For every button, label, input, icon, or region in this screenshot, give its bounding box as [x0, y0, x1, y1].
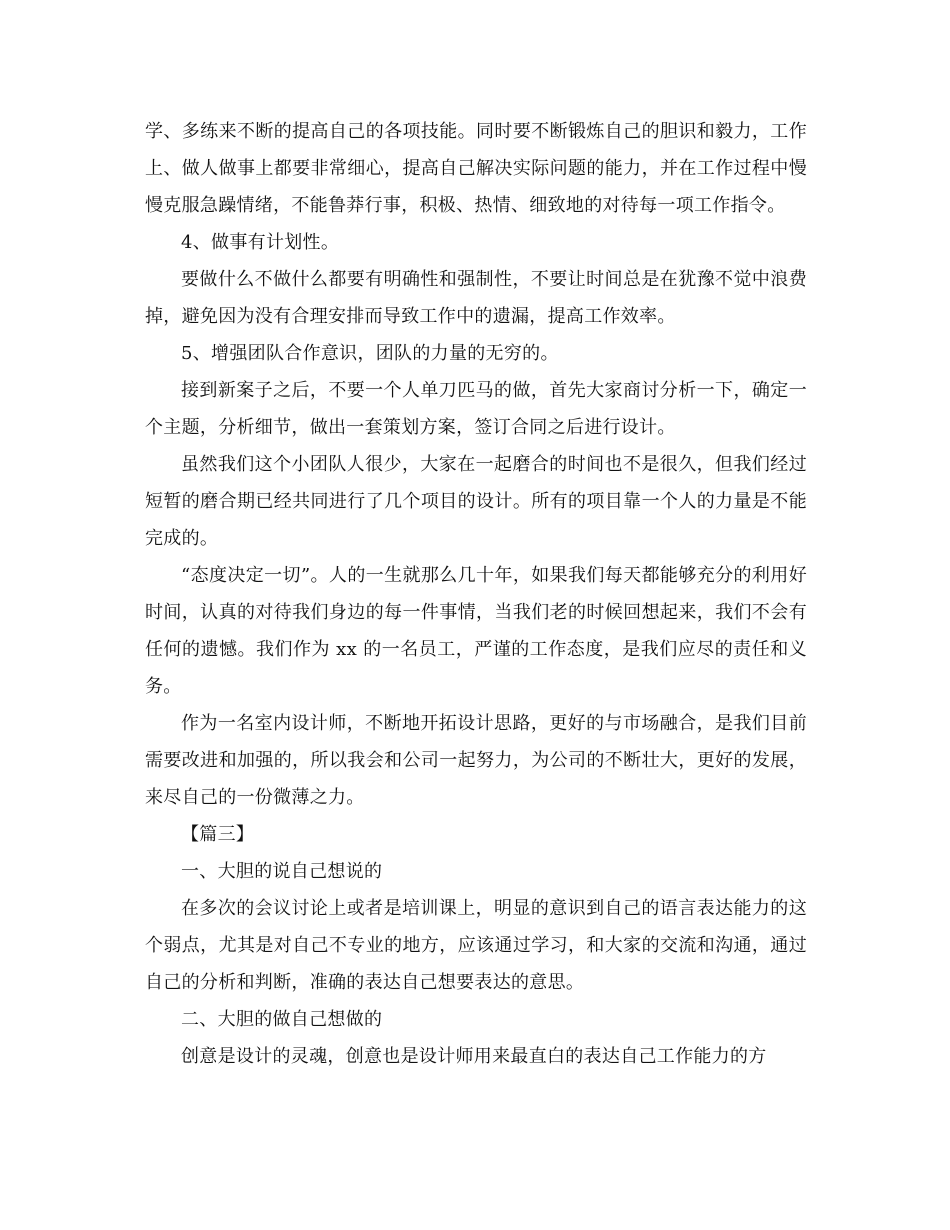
paragraph: 接到新案子之后，不要一个人单刀匹马的做，首先大家商讨分析一下，确定一个主题，分析细节，做出一套策划方案，签订合同之后进行设计。	[145, 380, 807, 438]
paragraph: “态度决定一切”。人的一生就那么几十年，如果我们每天都能够充分的利用好时间，认真的对待我们身边的每一件事情，当我们老的时候回想起来，我们不会有任何的遗憾。我们作为 xx 的一名员工，严谨的工作态度，是我们应尽的责任和义务。	[145, 565, 807, 697]
paragraph-heading-4: 4、做事有计划性。	[181, 232, 340, 253]
paragraph-continuation: 学、多练来不断的提高自己的各项技能。同时要不断锻炼自己的胆识和毅力，工作上、做人做事上都要非常细心，提高自己解决实际问题的能力，并在工作过程中慢慢克服急躁情绪，不能鲁莽行事，积极、热情、细致地的对待每一项工作指令。	[145, 121, 807, 216]
paragraph: 要做什么不做什么都要有明确性和强制性，不要让时间总是在犹豫不觉中浪费掉，避免因为没有合理安排而导致工作中的遗漏，提高工作效率。	[145, 269, 807, 327]
paragraph-heading-1: 一、大胆的说自己想说的	[181, 861, 383, 882]
paragraph: 作为一名室内设计师，不断地开拓设计思路，更好的与市场融合，是我们目前需要改进和加强的，所以我会和公司一起努力，为公司的不断壮大，更好的发展，来尽自己的一份微薄之力。	[145, 713, 807, 808]
section-title: 【篇三】	[181, 824, 255, 845]
paragraph-heading-5: 5、增强团队合作意识，团队的力量的无穷的。	[181, 343, 559, 364]
paragraph-heading-2: 二、大胆的做自己想做的	[181, 1009, 383, 1030]
paragraph: 虽然我们这个小团队人很少，大家在一起磨合的时间也不是很久，但我们经过短暂的磨合期已经共同进行了几个项目的设计。所有的项目靠一个人的力量是不能完成的。	[145, 454, 807, 549]
paragraph: 创意是设计的灵魂，创意也是设计师用来最直白的表达自己工作能力的方	[181, 1046, 767, 1067]
document-body	[145, 113, 807, 1075]
paragraph: 在多次的会议讨论上或者是培训课上，明显的意识到自己的语言表达能力的这个弱点，尤其是对自己不专业的地方，应该通过学习，和大家的交流和沟通，通过自己的分析和判断，准确的表达自己想要表达的意思。	[145, 898, 807, 993]
